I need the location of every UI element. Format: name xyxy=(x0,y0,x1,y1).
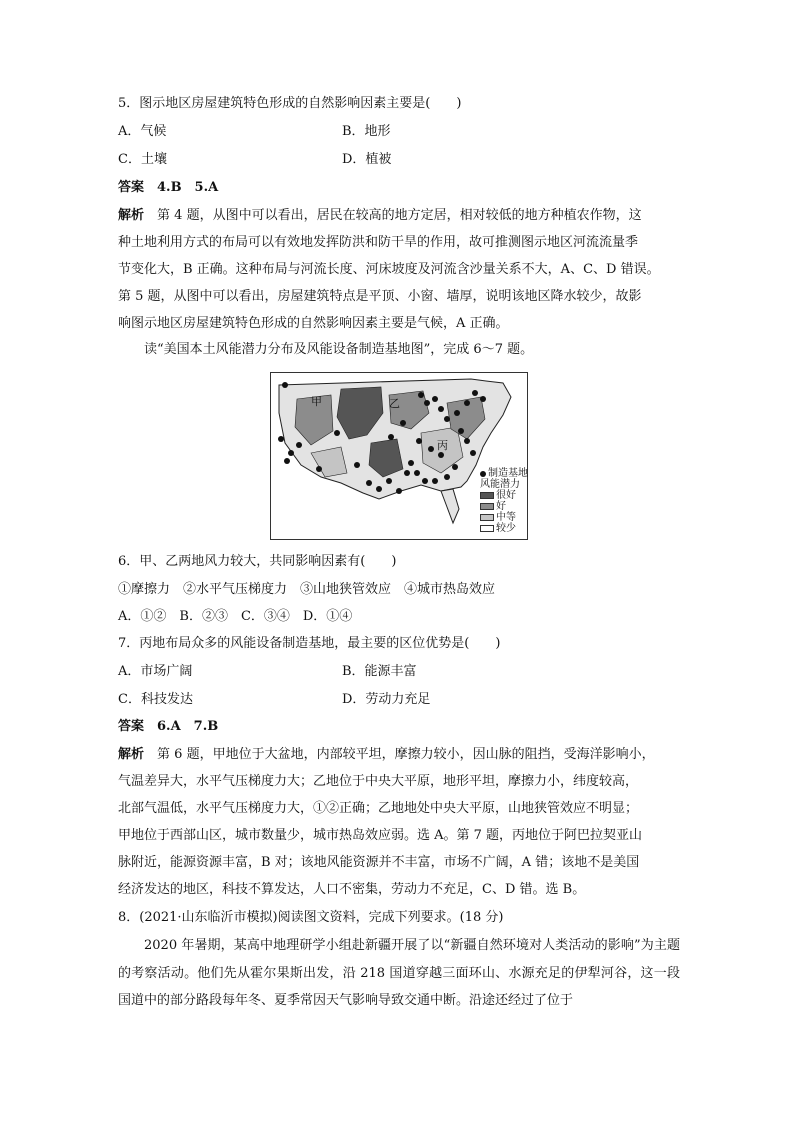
base-dot xyxy=(396,488,402,494)
base-dot xyxy=(428,446,434,452)
base-dot xyxy=(454,410,460,416)
analysis-2-line-5: 脉附近，能源资源丰富，B 对；该地风能资源并不丰富，市场不广阔，A 错；该地不是美国 xyxy=(118,855,640,870)
analysis-2-line-4: 甲地位于西部山区，城市数量少，城市热岛效应弱。选 A。第 7 题，丙地位于阿巴拉契亚山 xyxy=(118,828,643,843)
base-dot xyxy=(316,466,322,472)
legend-label: 好 xyxy=(496,501,506,512)
q7-stem: 7．丙地布局众多的风能设备制造基地，最主要的区位优势是( ) xyxy=(118,636,501,651)
analysis-2-text-1: 第 6 题，甲地位于大盆地，内部较平坦，摩擦力较小，因山脉的阻挡，受海洋影响小， xyxy=(157,747,655,762)
base-dot xyxy=(432,396,438,402)
base-dot xyxy=(414,470,420,476)
legend-swatch xyxy=(480,525,494,532)
analysis-2-line-2: 气温差异大，水平气压梯度力大；乙地位于中央大平原，地形平坦，摩擦力小，纬度较高， xyxy=(118,774,639,789)
base-dot xyxy=(296,442,302,448)
base-dot xyxy=(386,478,392,484)
q7-option-c: C．科技发达 xyxy=(118,692,193,707)
base-dot xyxy=(288,450,294,456)
base-dot xyxy=(444,416,450,422)
q5-option-c: C．土壤 xyxy=(118,152,167,167)
analysis-1-line-5: 响图示地区房屋建筑特色形成的自然影响因素主要是气候，A 正确。 xyxy=(118,316,509,331)
q6-options: A．①② B．②③ C．③④ D．①④ xyxy=(118,609,353,624)
base-dot xyxy=(432,478,438,484)
base-dot xyxy=(408,460,414,466)
legend-item-good xyxy=(480,501,528,512)
analysis-1-line-2: 种土地利用方式的布局可以有效地发挥防洪和防干旱的作用，故可推测图示地区河流流量季 xyxy=(118,235,639,250)
q8-stem: 8．(2021·山东临沂市模拟)阅读图文资料，完成下列要求。(18 分) xyxy=(118,910,504,925)
base-dot xyxy=(376,486,382,492)
legend-swatch xyxy=(480,514,494,521)
analysis-2-line-6: 经济发达的地区，科技不算发达，人口不密集，劳动力不充足，C、D 错。选 B。 xyxy=(118,882,586,897)
legend-title: 风能潜力 xyxy=(480,479,520,490)
q6-stem: 6．甲、乙两地风力较大，共同影响因素有( ) xyxy=(118,554,397,569)
legend-item-medium xyxy=(480,512,528,523)
analysis-2-line-3: 北部气温低，水平气压梯度力大，①②正确；乙地地处中央大平原，山地狭管效应不明显； xyxy=(118,801,639,816)
base-dot xyxy=(480,396,486,402)
q5-option-b: B．地形 xyxy=(342,124,391,139)
base-dot xyxy=(464,400,470,406)
base-dot xyxy=(400,420,406,426)
legend-swatch xyxy=(480,503,494,510)
base-dot xyxy=(470,450,476,456)
analysis-2-line-1 xyxy=(118,745,655,765)
base-dot xyxy=(452,464,458,470)
base-dot xyxy=(416,438,422,444)
base-dot xyxy=(472,390,478,396)
q7-option-d: D．劳动力充足 xyxy=(342,692,431,707)
analysis-1-line-4: 第 5 题，从图中可以看出，房屋建筑特点是平顶、小窗、墙厚，说明该地区降水较少，故影 xyxy=(118,289,642,304)
q7-option-a: A．市场广阔 xyxy=(118,664,193,679)
base-dot xyxy=(424,400,430,406)
legend-item-very-good xyxy=(480,490,528,501)
legend-label: 较少 xyxy=(496,523,516,534)
map-legend xyxy=(480,468,528,534)
legend-base-row xyxy=(480,468,528,479)
base-dot xyxy=(354,462,360,468)
legend-item-less xyxy=(480,523,528,534)
base-dot xyxy=(444,474,450,480)
base-dot xyxy=(388,434,394,440)
q5-stem: 5．图示地区房屋建筑特色形成的自然影响因素主要是( ) xyxy=(118,96,462,111)
base-dot xyxy=(422,478,428,484)
label-bing: 丙 xyxy=(437,439,448,452)
analysis-1-line-3: 节变化大，B 正确。这种布局与河流长度、河床坡度及河流含沙量关系不大，A、C、D 错误。 xyxy=(118,262,660,277)
legend-swatch xyxy=(480,492,494,499)
florida xyxy=(441,489,459,523)
base-dot xyxy=(404,470,410,476)
base-dot xyxy=(438,406,444,412)
q8-para-text: 2020 年暑期，某高中地理研学小组赴新疆开展了以“新疆自然环境对人类活动的影响”为主题的考察活动。他们先从霍尔果斯出发，沿 218 国道穿越三面环山、水源充足的伊犁河谷，这一段国道中的部分路段每年冬、夏季常因天气影响导致交通中断。沿途还经过了位于 xyxy=(118,938,680,1008)
q7-option-b: B．能源丰富 xyxy=(342,664,417,679)
base-dot xyxy=(464,438,470,444)
legend-base-label: 制造基地 xyxy=(488,468,528,479)
map-intro: 读“美国本土风能潜力分布及风能设备制造基地图”，完成 6～7 题。 xyxy=(144,342,534,357)
analysis-label: 解析 xyxy=(118,208,145,223)
base-dot xyxy=(278,436,284,442)
q5-option-d: D．植被 xyxy=(342,152,392,167)
answer-4-5: 答案 4.B 5.A xyxy=(118,180,219,195)
answer-6-7: 答案 6.A 7.B xyxy=(118,719,219,734)
base-dot xyxy=(284,458,290,464)
base-dot xyxy=(458,428,464,434)
analysis-1-line-1 xyxy=(118,206,642,226)
base-dot xyxy=(418,392,424,398)
base-dot xyxy=(282,382,288,388)
q5-option-a: A．气候 xyxy=(118,124,167,139)
analysis-label: 解析 xyxy=(118,747,145,762)
base-dot xyxy=(334,430,340,436)
legend-label: 很好 xyxy=(496,490,516,501)
label-yi: 乙 xyxy=(389,397,400,410)
analysis-1-text-1: 第 4 题，从图中可以看出，居民在较高的地方定居，相对较低的地方种植农作物，这 xyxy=(157,208,642,223)
q6-choices: ①摩擦力 ②水平气压梯度力 ③山地狭管效应 ④城市热岛效应 xyxy=(118,582,496,597)
base-dot-icon xyxy=(480,471,486,477)
base-dot xyxy=(438,452,444,458)
base-dot xyxy=(366,480,372,486)
label-jia: 甲 xyxy=(311,395,322,408)
legend-label: 中等 xyxy=(496,512,516,523)
q8-paragraph xyxy=(118,932,680,1015)
